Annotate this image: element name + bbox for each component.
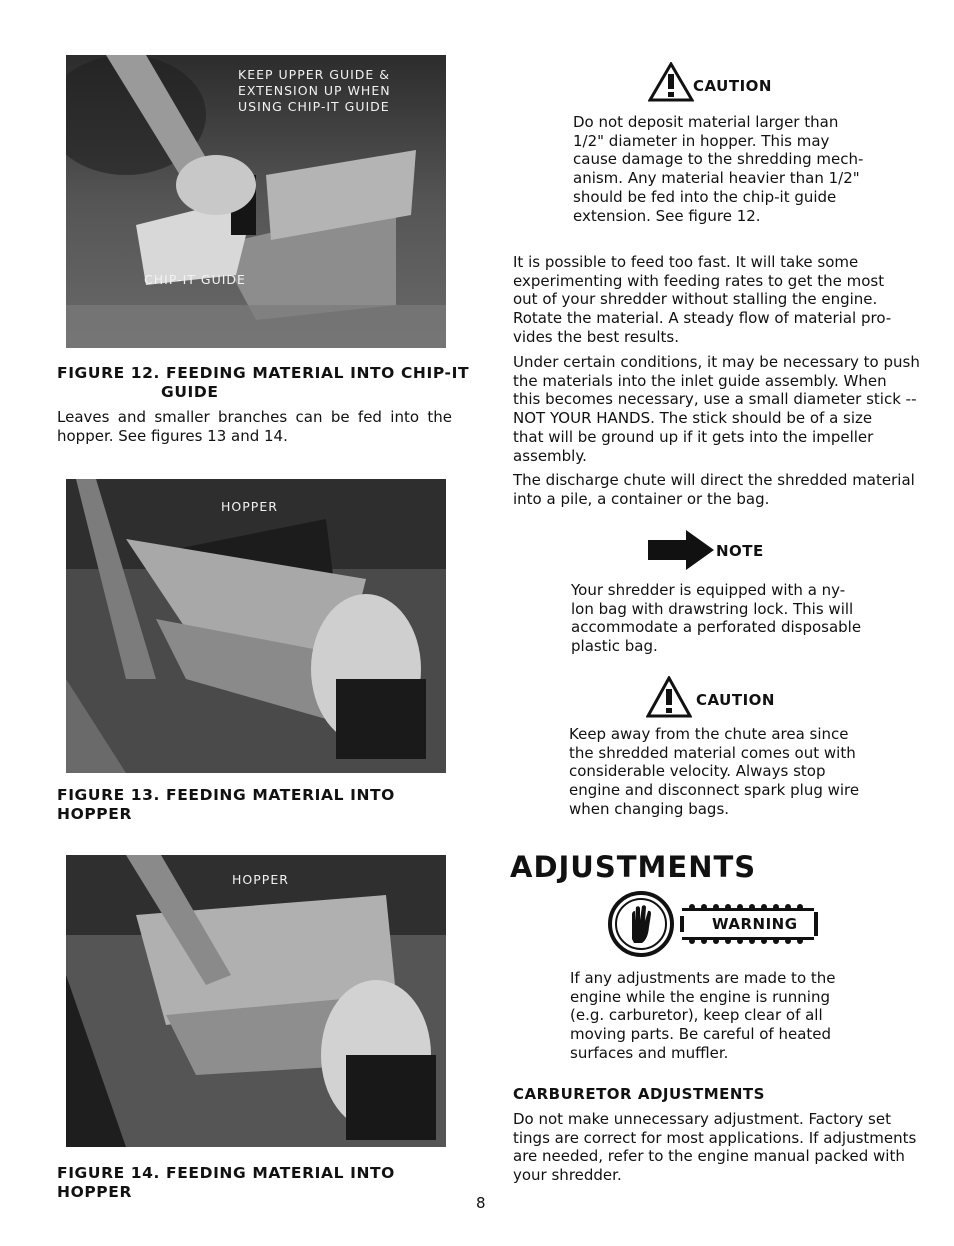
caution-2-line: Keep away from the chute area since	[569, 725, 849, 743]
caution-1-line: extension. See figure 12.	[573, 206, 761, 225]
push-line: the materials into the inlet guide assembly. When	[513, 371, 887, 390]
caution-2-line: when changing bags.	[569, 799, 730, 818]
adjustments-title: ADJUSTMENTS	[510, 850, 757, 884]
figure-12-label-top-3: USING CHIP-IT GUIDE	[238, 99, 390, 114]
caution-2-line: engine and disconnect spark plug wire	[569, 781, 860, 800]
figure-12-label-bottom: CHIP-IT GUIDE	[144, 272, 246, 287]
caution-1-label: CAUTION	[693, 77, 772, 95]
push-line: this becomes necessary, use a small diameter stick --	[513, 390, 917, 409]
note-line: lon bag with drawstring lock. This will	[571, 599, 854, 618]
feeding-line: experimenting with feeding rates to get the most	[513, 271, 885, 290]
leaves-paragraph-line-2: hopper. See figures 13 and 14.	[57, 426, 288, 445]
caution-1-line: Do not deposit material larger than	[573, 113, 839, 131]
feeding-line: out of your shredder without stalling the engine.	[513, 290, 878, 309]
carburetor-line: Do not make unnecessary adjustment. Factory set	[513, 1110, 891, 1128]
caution-2-text	[569, 725, 860, 819]
warning-label: WARNING	[712, 915, 798, 933]
warning-line: moving parts. Be careful of heated	[570, 1025, 832, 1044]
figure-13-caption: FIGURE 13. FEEDING MATERIAL INTO HOPPER	[57, 786, 395, 823]
discharge-line: into a pile, a container or the bag.	[513, 489, 770, 508]
caution-1-line: 1/2" diameter in hopper. This may	[573, 131, 830, 150]
figure-12-label-top-1: KEEP UPPER GUIDE &	[238, 67, 391, 82]
push-line: that will be ground up if it gets into the impeller	[513, 427, 874, 446]
figure-12-caption	[57, 364, 470, 402]
page-number: 8	[476, 1194, 486, 1212]
feeding-line: Rotate the material. A steady flow of material pro-	[513, 309, 892, 328]
carburetor-line: your shredder.	[513, 1166, 622, 1185]
push-line: NOT YOUR HANDS. The stick should be of a size	[513, 409, 873, 428]
figure-14-label: HOPPER	[232, 872, 289, 887]
push-paragraph	[513, 353, 920, 465]
warning-line: engine while the engine is running	[570, 987, 830, 1006]
caution-1-line: anism. Any material heavier than 1/2"	[573, 169, 860, 188]
push-line: assembly.	[513, 446, 587, 465]
caution-1-line: cause damage to the shredding mech-	[573, 150, 864, 169]
arrow-right-icon	[648, 530, 714, 570]
note-line: plastic bag.	[571, 637, 658, 656]
note-label: NOTE	[716, 542, 764, 560]
figure-12-caption-line-2: GUIDE	[161, 383, 219, 401]
caution-2-line: the shredded material comes out with	[569, 743, 856, 762]
feeding-line: vides the best results.	[513, 327, 679, 346]
note-line: Your shredder is equipped with a ny-	[571, 581, 846, 599]
figure-12-label-top-2: EXTENSION UP WHEN	[238, 83, 391, 98]
push-line: Under certain conditions, it may be necessary to push	[513, 353, 920, 371]
carburetor-line: are needed, refer to the engine manual packed with	[513, 1147, 905, 1166]
figure-12-caption-line-1: FIGURE 12. FEEDING MATERIAL INTO CHIP-IT	[57, 364, 470, 382]
feeding-line: It is possible to feed too fast. It will take some	[513, 253, 859, 271]
warning-line: If any adjustments are made to the	[570, 969, 836, 987]
carburetor-text	[513, 1110, 917, 1185]
stop-hand-icon	[606, 891, 676, 957]
figure-14-caption: FIGURE 14. FEEDING MATERIAL INTO HOPPER	[57, 1164, 395, 1201]
figure-14-photo	[66, 855, 446, 1147]
warning-line: (e.g. carburetor), keep clear of all	[570, 1006, 823, 1025]
caution-triangle-icon	[646, 676, 692, 718]
discharge-paragraph	[513, 471, 915, 508]
figure-13-label: HOPPER	[221, 499, 278, 514]
caution-triangle-icon	[648, 62, 694, 102]
warning-heading	[606, 891, 822, 957]
leaves-paragraph-line-1: Leaves and smaller branches can be fed into the	[57, 408, 452, 426]
note-text	[571, 581, 862, 656]
caution-2-line: considerable velocity. Always stop	[569, 762, 826, 781]
caution-1-line: should be fed into the chip-it guide	[573, 187, 837, 206]
figure-13-photo	[66, 479, 446, 773]
caution-2-label: CAUTION	[696, 691, 775, 709]
discharge-line: The discharge chute will direct the shredded material	[513, 471, 915, 489]
warning-text	[570, 969, 851, 1063]
carburetor-line: tings are correct for most applications. If adjustments	[513, 1128, 917, 1147]
caution-1-text	[573, 113, 864, 225]
leaves-paragraph	[57, 408, 452, 445]
feeding-paragraph	[513, 253, 909, 347]
carburetor-heading: CARBURETOR ADJUSTMENTS	[513, 1085, 765, 1103]
note-line: accommodate a perforated disposable	[571, 618, 862, 637]
warning-line: surfaces and muffler.	[570, 1043, 729, 1062]
figure-12-photo	[66, 55, 446, 348]
